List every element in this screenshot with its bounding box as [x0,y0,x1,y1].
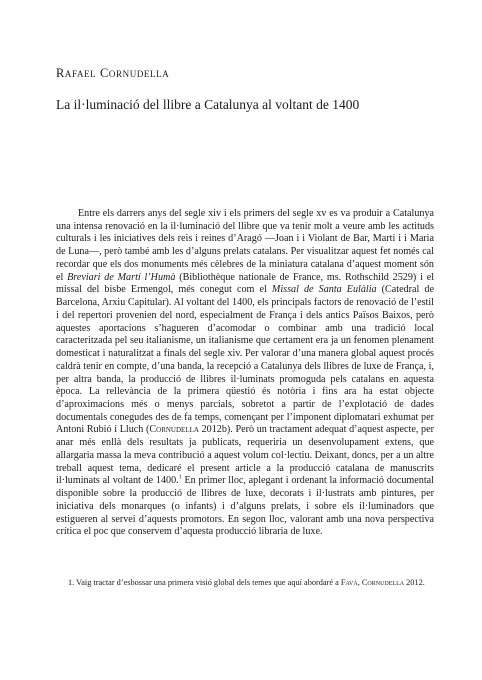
body-text-segment: Entre els darrers anys del segle xiv i els primers del segle xv es va produir a Catalunya una intensa renovació en la il·luminació del llibre que va tenir molt a veure amb les actituds culturals i les iniciatives dels reis i reines d’Aragó —Joan i i Violant de Bar, Martí i i Maria de Luna—, però també amb les d’alguns prelats catalans. Per visualitzar aquest fet només cal recordar que els dos monuments més cèlebres de la miniatura catalana d’aquest moment són el [56,208,434,283]
footnote-reference: 1 [178,475,182,482]
footnote-text: 2012. [404,578,425,587]
body-text-segment: En primer lloc, aplegant i ordenant la informació documental disponible sobre la producció de llibres de luxe, decorats i il·lustrats amb pintures, per iniciativa dels monarques (o infants) i d’alguns prelats, i sobre els il·luminadors que estigueren al servei d’aquests promotors. En segon lloc, valorant amb una nova perspectiva crítica el poc que conservem d’aquesta producció libraria de luxe. [56,475,434,538]
citation-author: Cornudella [149,424,199,436]
body-text-segment: (Bibliothèque nationale de France, ms. Rothschild 2529) i el missal del bisbe Ermengol, més conegut com el [56,271,435,296]
body-text [56,208,434,539]
footnote-text: , [357,578,362,587]
book-title: Breviari de Martí l’Humà [67,271,176,283]
article-title: La il·luminació del llibre a Catalunya al voltant de 1400 [56,97,360,112]
body-text-segment: 2012b). Però un tractament adequat d’aquest aspecte, per anar més enllà dels resultats ja publicats, requeriria un desenvolupament extens, que allargaria massa la meva contribució a aquest volum col·lectiu. Deixant, doncs, per a un altre treball aquest tema, dedicaré el present article a la producció catalana de manuscrits il·luminats al voltant de 1400. [56,424,434,487]
citation-author: Cornudella [361,578,405,587]
footnote [56,577,434,588]
author-name: Rafael Cornudella [56,66,170,80]
body-paragraph [56,208,434,539]
body-text-segment: (Catedral de Barcelona, Arxiu Capitular). Al voltant del 1400, els principals factors de renovació de l’estil i del repertori provenien del nord, especialment de França i dels antics Països Baixos, però aquestes aportacions s’hagueren d’acomodar o combinar amb una tradició local caracteritzada pel seu italianisme, un italianisme que certament era ja un fenomen plenament domesticat i naturalitzat a finals del segle xiv. Per valorar d’una manera global aquest procés caldrà tenir en compte, d’una banda, la recepció a Catalunya dels llibres de luxe de França, i, per altra banda, la producció de llibres il·luminats promoguda pels catalans en aquesta època. La rellevància de la primera qüestió és notòria i fins ara ha estat objecte d’aproximacions més o menys parcials, sobretot a partir de l’explotació de dades documentals conegudes des de fa temps, començant per l’imponent diplomatari exhumat per Antoni Rubió i Lluch ( [56,284,434,436]
book-title: Missal de Santa Eulàlia [271,284,377,296]
footnote-text: 1. Vaig tractar d’esbossar una primera visió global dels temes que aquí abordaré a [68,578,341,587]
citation-author: Favà [340,578,358,587]
footnote-paragraph [56,577,434,588]
